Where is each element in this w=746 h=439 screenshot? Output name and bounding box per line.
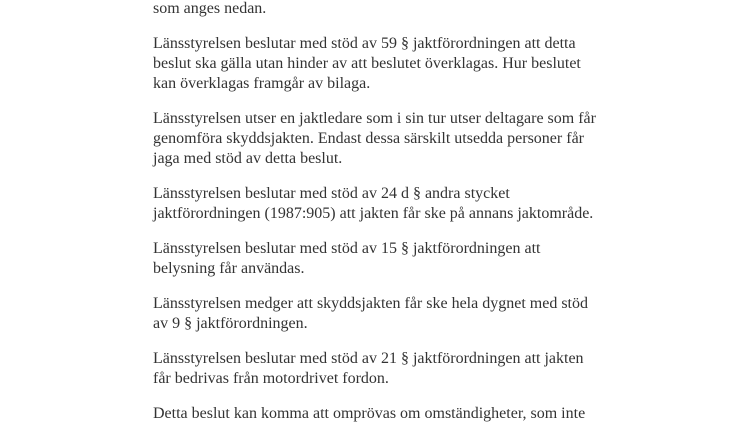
document-page [153, 0, 605, 439]
paragraph-decision-24d: Länsstyrelsen beslutar med stöd av 24 d § andra stycket jaktförordningen (1987:905) att jakten får ske på annans jaktområde. [153, 185, 594, 222]
paragraph-decision-21: Länsstyrelsen beslutar med stöd av 21 § jaktförordningen att jakten får bedrivas från motordrivet fordon. [153, 350, 584, 387]
paragraph-jaktledare: Länsstyrelsen utser en jaktledare som i sin tur utser deltagare som får genomföra skyddsjakten. Endast dessa särskilt utsedda personer får jaga med stöd av detta beslut. [153, 110, 596, 167]
paragraph-decision-59: Länsstyrelsen beslutar med stöd av 59 § jaktförordningen att detta beslut ska gälla utan hinder av att beslutet överklagas. Hur beslutet kan överklagas framgår av bilaga. [153, 35, 581, 92]
paragraph-omprovas-clipped-bottom: Detta beslut kan komma att omprövas om omständigheter, som inte [153, 405, 586, 422]
paragraph-decision-9: Länsstyrelsen medger att skyddsjakten får ske hela dygnet med stöd av 9 § jaktförordningen. [153, 295, 588, 332]
paragraph-decision-15: Länsstyrelsen beslutar med stöd av 15 § jaktförordningen att belysning får användas. [153, 240, 541, 277]
paragraph-continuation-clipped-top: som anges nedan. [153, 0, 267, 17]
